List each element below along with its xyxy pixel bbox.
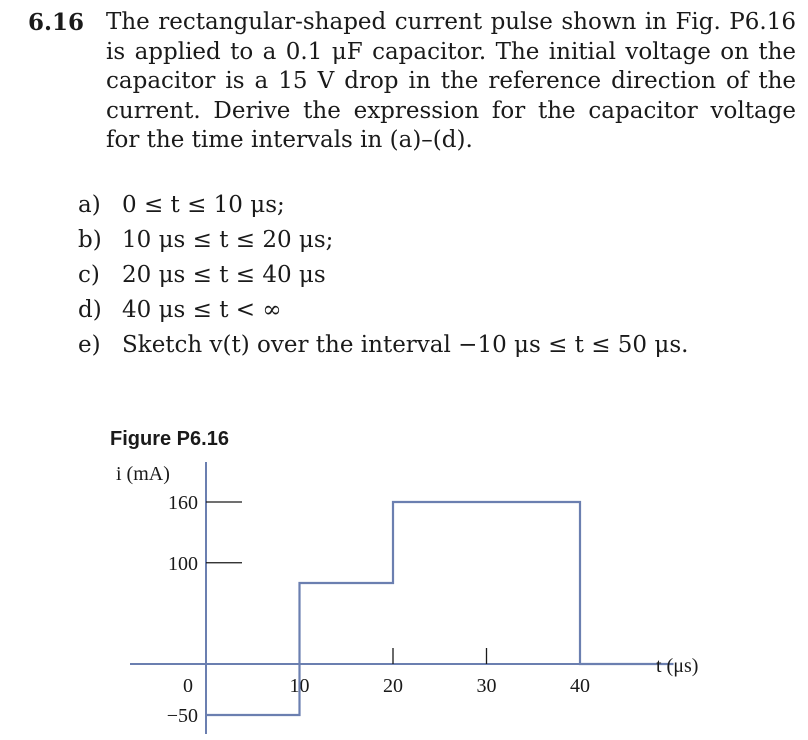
problem-number: 6.16 <box>28 9 85 36</box>
sub-question-label: a) <box>78 192 101 218</box>
y-tick-label: 100 <box>168 552 198 575</box>
current-step-series <box>206 502 674 715</box>
sub-question-label: d) <box>78 297 102 323</box>
x-tick-label: 20 <box>383 675 403 697</box>
sub-question-text: 0 ≤ t ≤ 10 μs; <box>122 192 285 218</box>
x-tick-label: 30 <box>476 675 497 697</box>
sub-question-label: e) <box>78 332 101 358</box>
x-axis-label: t (μs) <box>656 655 699 677</box>
origin-label: 0 <box>183 675 193 697</box>
x-tick-label: 40 <box>570 675 590 697</box>
y-tick-label: 160 <box>168 492 198 514</box>
sub-question-text: Sketch v(t) over the interval −10 μs ≤ t ≤ 50 μs. <box>122 332 689 358</box>
x-ticks <box>290 648 591 697</box>
sub-question-text: 10 μs ≤ t ≤ 20 μs; <box>122 227 334 253</box>
sub-question-label: c) <box>78 262 100 288</box>
problem-statement: The rectangular-shaped current pulse shown in Fig. P6.16 is applied to a 0.1 μF capacitor. The initial voltage on the capacitor is a 15 V drop in the reference direction of the current. Derive the expression for the capacitor voltage for the time intervals in (a)–(d). <box>106 9 796 154</box>
sub-question-text: 40 μs ≤ t < ∞ <box>122 297 282 323</box>
y-ticks <box>167 492 242 727</box>
y-tick-label: −50 <box>166 705 198 727</box>
y-axis-label: i (mA) <box>116 463 170 485</box>
x-tick-label: 10 <box>289 675 310 697</box>
sub-question-text: 20 μs ≤ t ≤ 40 μs <box>122 262 326 288</box>
sub-question-label: b) <box>78 227 102 253</box>
figure-title: Figure P6.16 <box>110 428 229 450</box>
